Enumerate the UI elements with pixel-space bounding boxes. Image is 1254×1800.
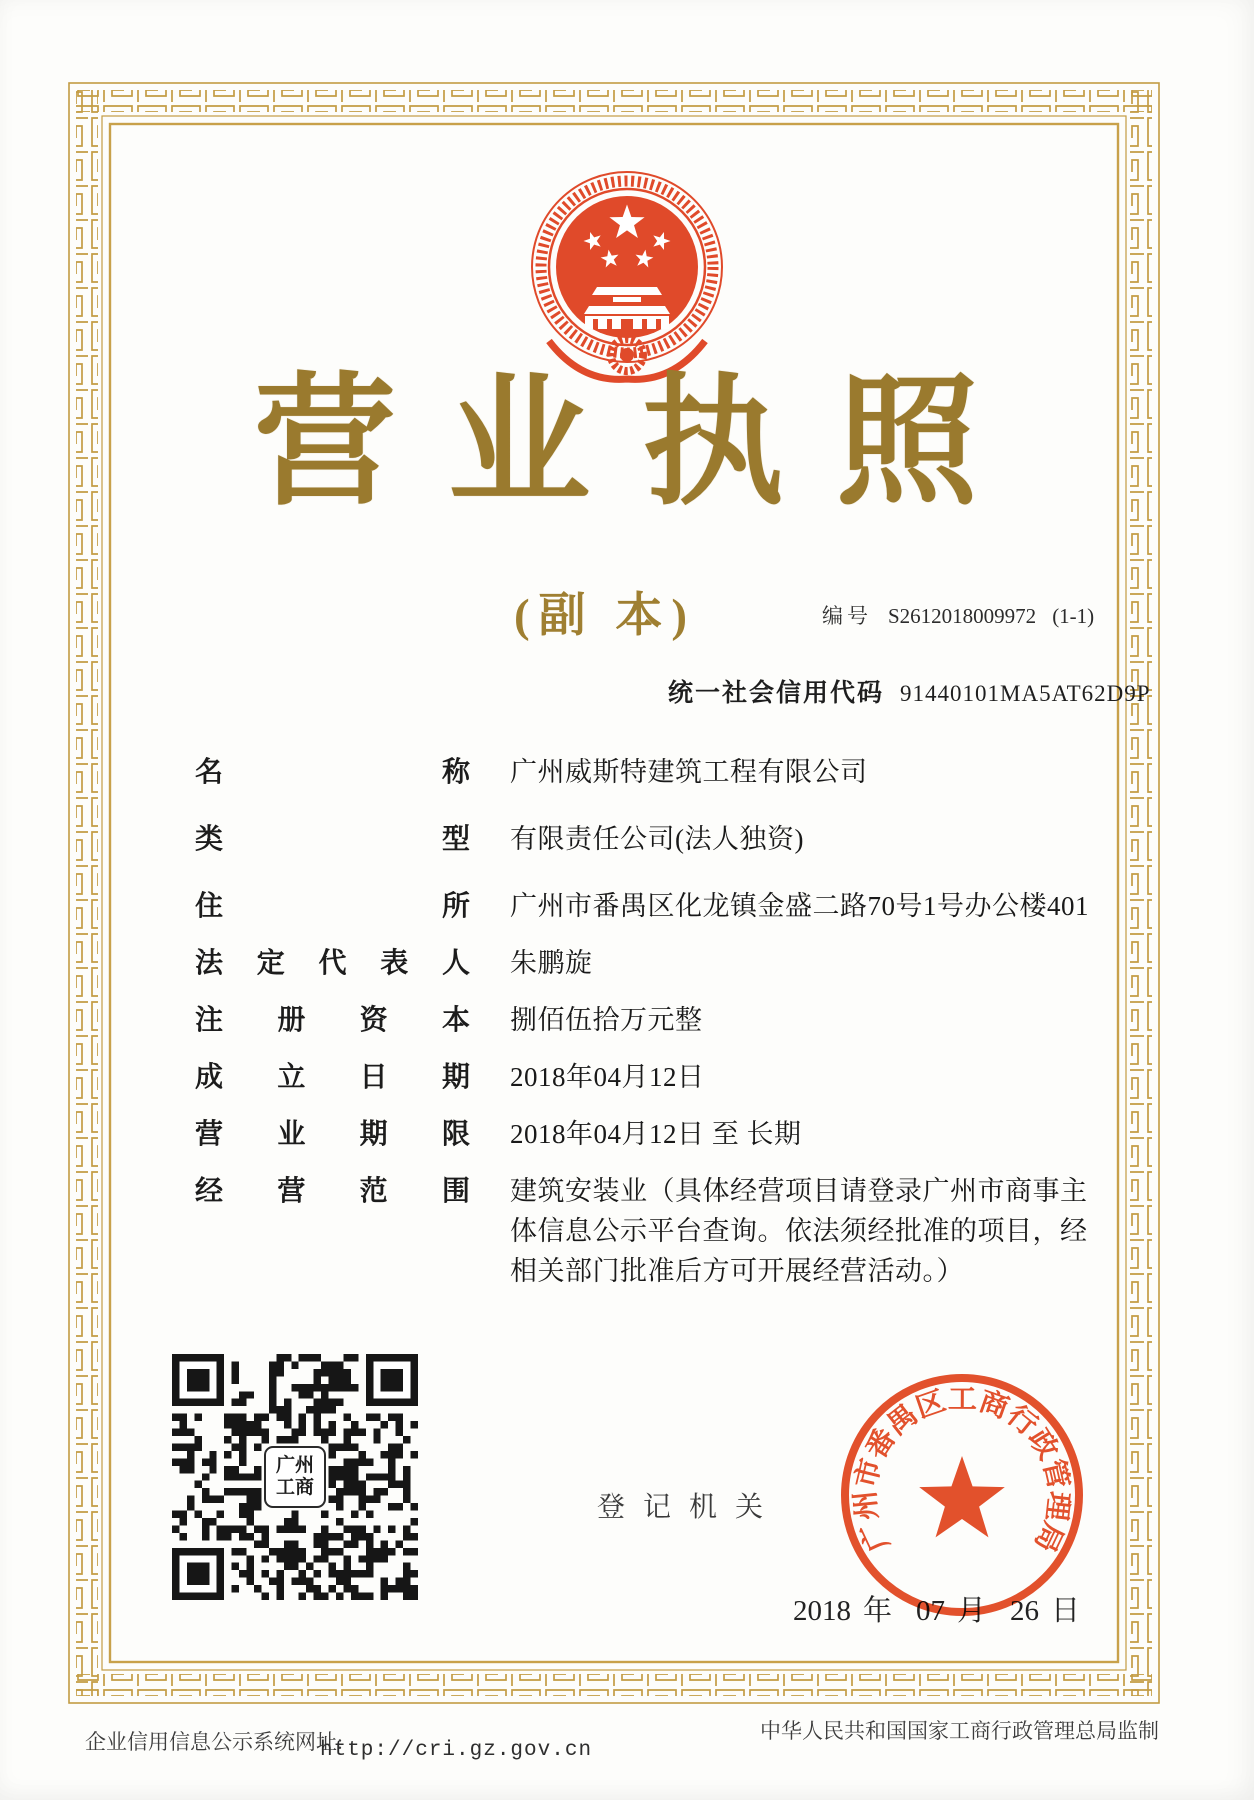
footer-public-system-label: 企业信用信息公示系统网址: <box>85 1730 343 1754</box>
registration-authority-label: 登记机关 <box>597 1491 782 1522</box>
issue-date-month: 07 <box>916 1595 946 1627</box>
field-row-term <box>195 1114 1115 1154</box>
field-label: 住 所 <box>195 890 470 921</box>
issue-date-day: 26 <box>1010 1595 1040 1627</box>
field-label: 营 业 期 限 <box>195 1118 470 1149</box>
credit-code-label: 统一社会信用代码 <box>668 679 885 707</box>
seal-star-icon <box>919 1456 1005 1537</box>
field-value: 建筑安装业（具体经营项目请登录广州市商事主体信息公示平台查询。依法须经批准的项目，经相关部门批准后方可开展经营活动。） <box>510 1176 1088 1286</box>
issue-date-year-unit: 年 <box>863 1595 893 1627</box>
field-value: 2018年04月12日 <box>510 1062 705 1092</box>
field-value: 有限责任公司(法人独资) <box>510 824 804 854</box>
serial-sheet: (1-1) <box>1052 604 1095 628</box>
official-seal <box>833 1366 1091 1624</box>
field-label: 成 立 日 期 <box>195 1061 470 1092</box>
issue-date-month-unit: 月 <box>957 1595 987 1627</box>
field-row-founding-date <box>195 1057 1115 1097</box>
field-row-legal-rep <box>195 943 1115 983</box>
field-label: 名 称 <box>195 756 470 787</box>
field-value: 2018年04月12日 至 长期 <box>510 1119 802 1149</box>
license-subtitle: (副 本) <box>514 590 697 642</box>
field-row-address <box>195 886 1115 926</box>
field-row-type <box>195 819 1115 859</box>
license-fields <box>195 752 1115 1308</box>
qr-code <box>172 1354 418 1600</box>
field-value: 广州威斯特建筑工程有限公司 <box>510 757 868 787</box>
serial-number: S2612018009972 <box>888 604 1037 628</box>
field-value: 广州市番禺区化龙镇金盛二路70号1号办公楼401 <box>510 891 1089 921</box>
footer-public-system-url: http://cri.gz.gov.cn <box>320 1739 593 1762</box>
footer-issuing-body: 中华人民共和国国家工商行政管理总局监制 <box>760 1719 1159 1743</box>
license-title: 营业执照 <box>254 363 1030 522</box>
credit-code-row <box>668 673 1151 709</box>
field-label: 注 册 资 本 <box>195 1004 470 1035</box>
field-row-business-scope <box>195 1171 1115 1291</box>
field-label: 法 定 代 表 人 <box>195 947 470 978</box>
serial-label: 编号 <box>822 605 872 628</box>
serial-row <box>822 600 1094 630</box>
field-row-capital <box>195 1000 1115 1040</box>
qr-label-line1: 广州 <box>275 1455 314 1476</box>
field-value: 朱鹏旋 <box>510 948 593 978</box>
issue-date-year: 2018 <box>793 1595 851 1627</box>
qr-center-label <box>264 1446 326 1508</box>
field-label: 类 型 <box>195 823 470 854</box>
credit-code-value: 91440101MA5AT62D9P <box>900 681 1151 706</box>
seal-text: 广州市番禺区工商行政管理局 <box>849 1383 1075 1557</box>
field-label: 经 营 范 围 <box>195 1175 470 1206</box>
qr-label-line2: 工商 <box>275 1477 314 1498</box>
issue-date-day-unit: 日 <box>1051 1595 1081 1627</box>
field-row-name <box>195 752 1115 792</box>
field-value: 捌佰伍拾万元整 <box>510 1005 703 1035</box>
